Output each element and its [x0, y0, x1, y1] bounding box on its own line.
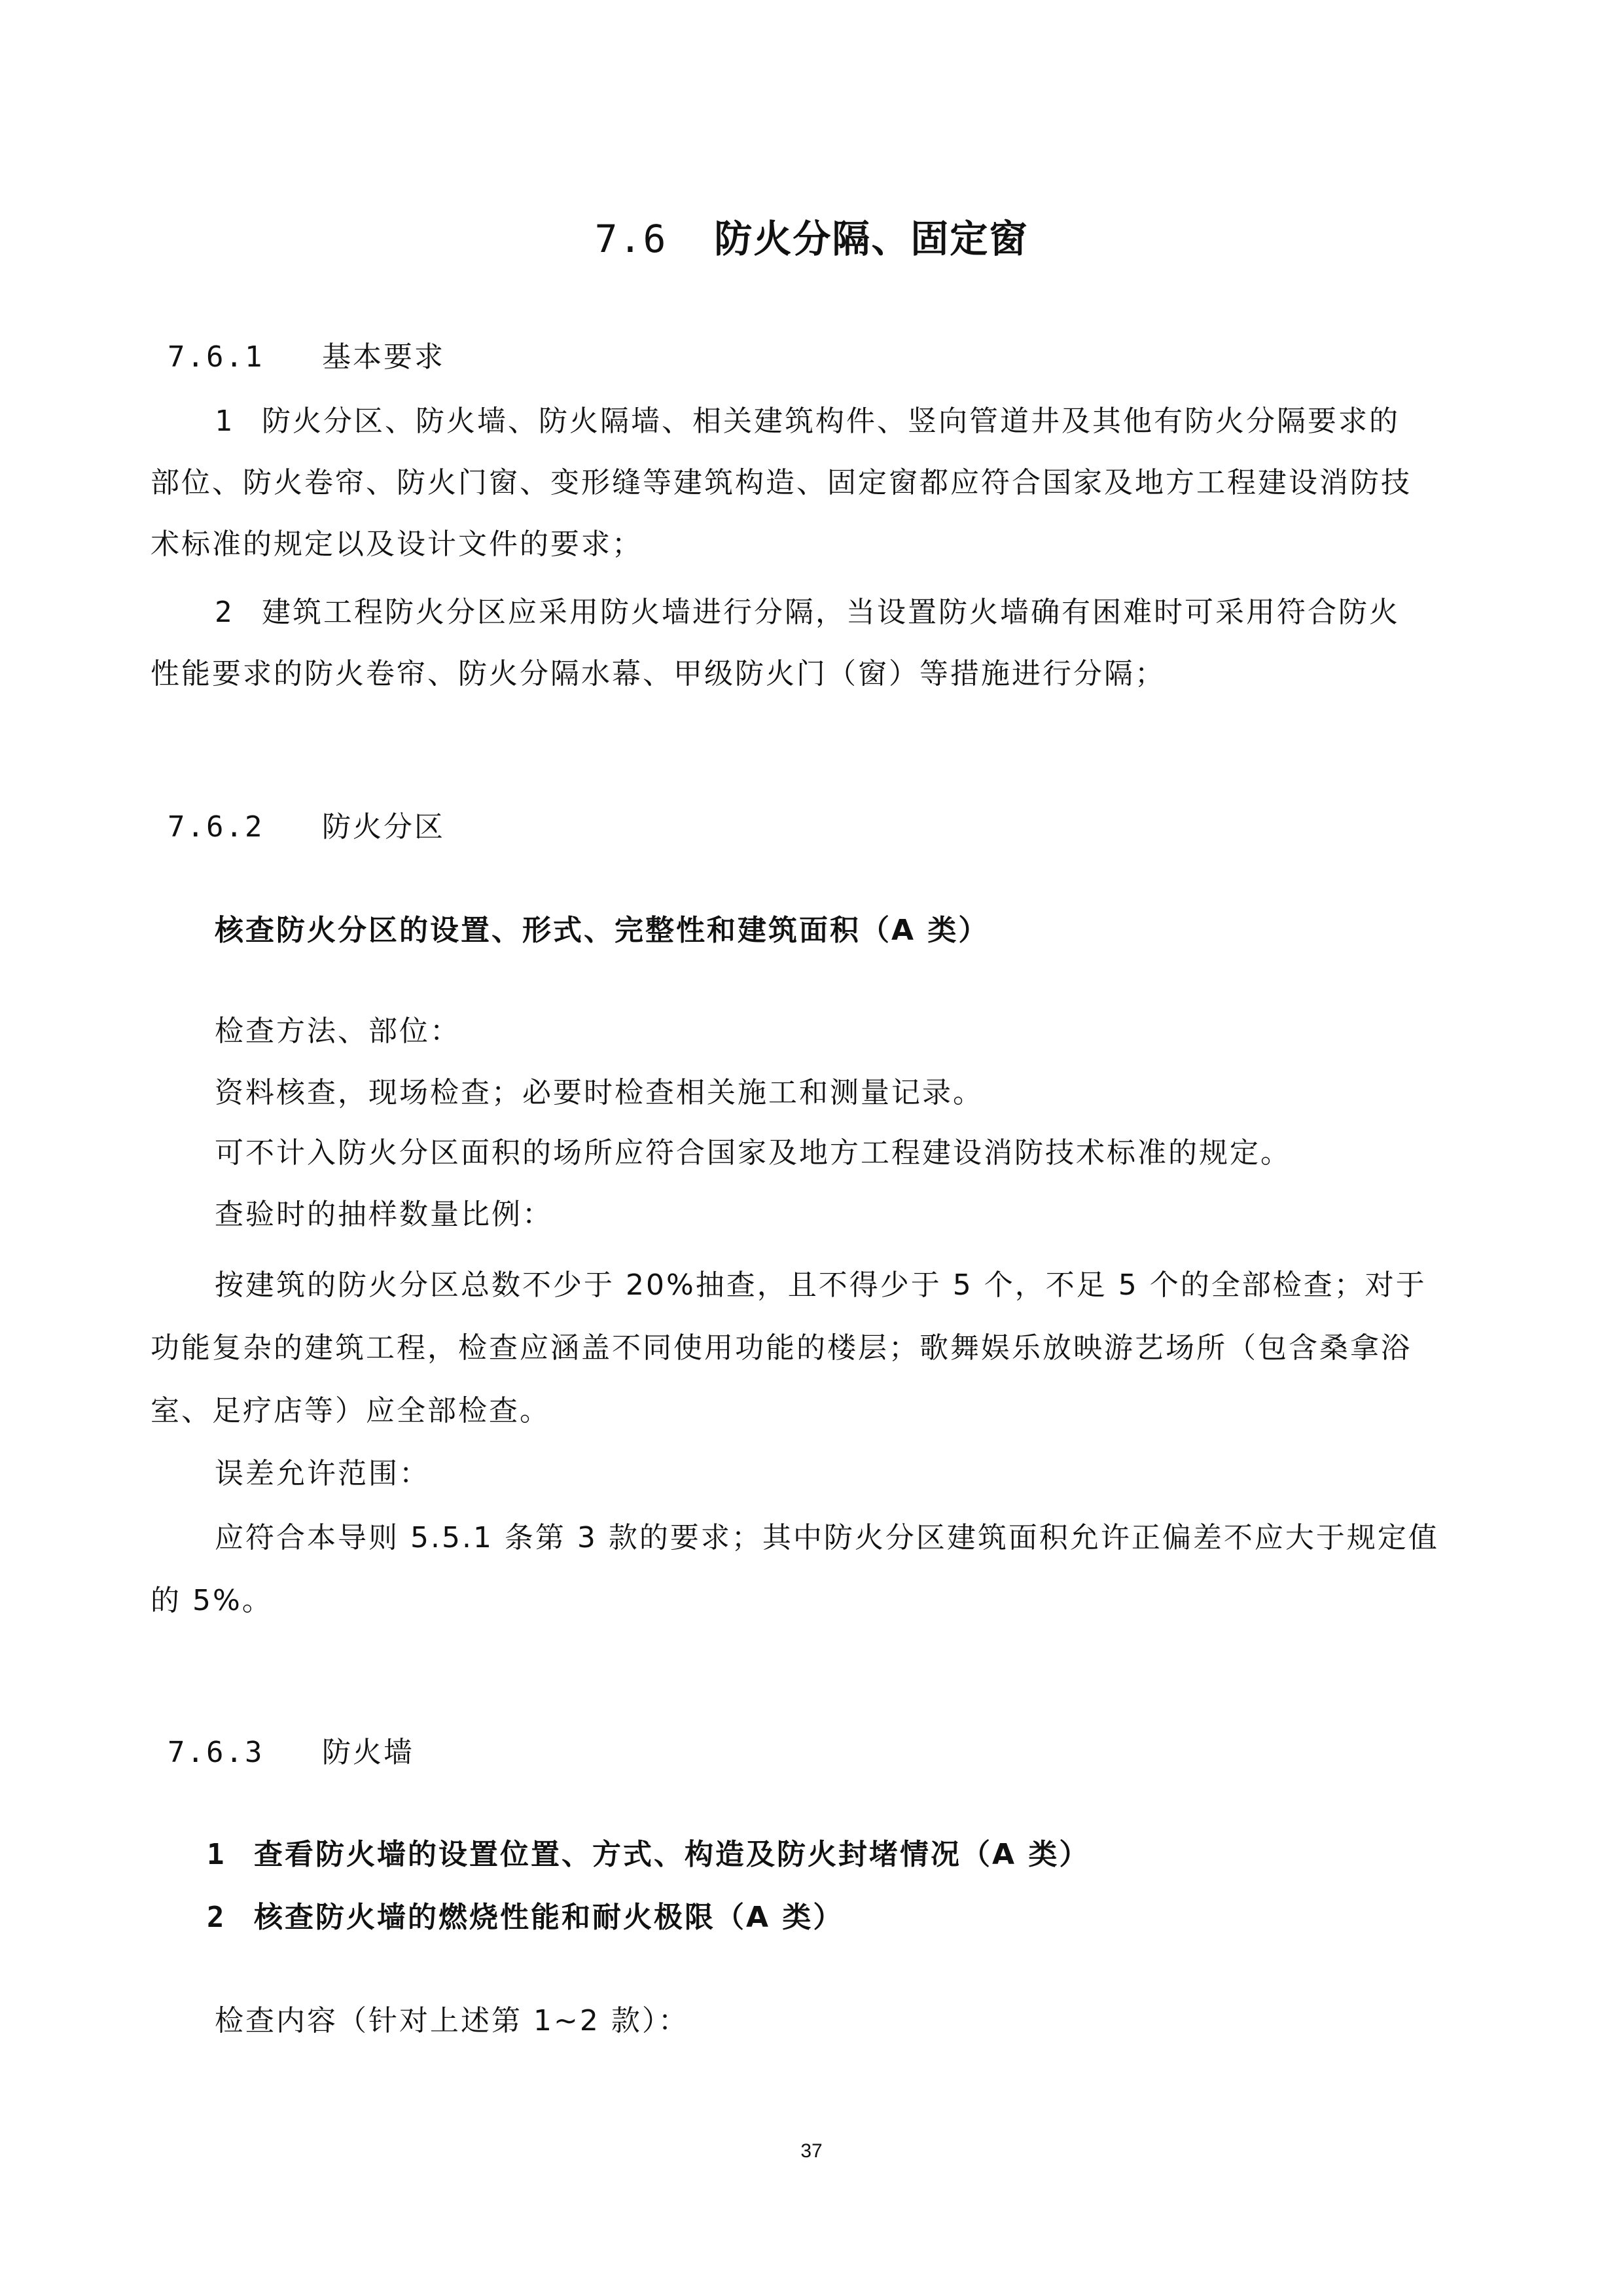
- section-number: 7.6: [594, 217, 668, 261]
- item-number: 2: [215, 596, 234, 629]
- item-number: 1: [207, 1838, 226, 1871]
- check-item-text: 查看防火墙的设置位置、方式、构造及防火封堵情况（A 类）: [254, 1838, 1090, 1871]
- paragraph-line: 部位、防火卷帘、防火门窗、变形缝等建筑构造、固定窗都应符合国家及地方工程建设消防技: [151, 466, 1412, 499]
- heading-number: 7.6.2: [168, 810, 264, 844]
- paragraph-line: [215, 593, 1400, 632]
- heading-7-6-3: [168, 1733, 414, 1772]
- method-text: 资料核查，现场检查；必要时检查相关施工和测量记录。: [215, 1076, 984, 1109]
- section-title: [0, 208, 1623, 263]
- exclusion-text: 可不计入防火分区面积的场所应符合国家及地方工程建设消防技术标准的规定。: [215, 1136, 1291, 1170]
- heading-text: 防火墙: [322, 1736, 414, 1769]
- section-title-text: 防火分隔、固定窗: [714, 217, 1029, 261]
- sampling-label: 查验时的抽样数量比例：: [215, 1198, 553, 1231]
- tolerance-text: 应符合本导则 5.5.1 条第 3 款的要求；其中防火分区建筑面积允许正偏差不应大于规定值: [215, 1521, 1439, 1554]
- paragraph-line: [215, 402, 1400, 441]
- heading-number: 7.6.3: [168, 1736, 264, 1769]
- tolerance-label: 误差允许范围：: [215, 1457, 430, 1490]
- heading-7-6-1: [168, 338, 445, 377]
- heading-text: 基本要求: [322, 340, 445, 374]
- paragraph-line: 性能要求的防火卷帘、防火分隔水幕、甲级防火门（窗）等措施进行分隔；: [151, 657, 1166, 691]
- heading-7-6-2: [168, 808, 445, 847]
- page-number: 37: [800, 2140, 823, 2162]
- paragraph-text: 建筑工程防火分区应采用防火墙进行分隔，当设置防火墙确有困难时可采用符合防火: [262, 596, 1400, 629]
- check-item-text: 核查防火墙的燃烧性能和耐火极限（A 类）: [254, 1901, 844, 1934]
- item-number: 1: [215, 404, 234, 438]
- content-label: 检查内容（针对上述第 1~2 款）：: [215, 2004, 689, 2037]
- check-item: 核查防火分区的设置、形式、完整性和建筑面积（A 类）: [215, 914, 990, 947]
- method-label: 检查方法、部位：: [215, 1014, 461, 1048]
- item-number: 2: [207, 1901, 226, 1934]
- paragraph-line: 术标准的规定以及设计文件的要求；: [151, 528, 643, 561]
- sampling-text: 按建筑的防火分区总数不少于 20%抽查，且不得少于 5 个，不足 5 个的全部检查；对于: [215, 1268, 1427, 1302]
- heading-text: 防火分区: [322, 810, 445, 844]
- heading-number: 7.6.1: [168, 340, 264, 374]
- paragraph-text: 防火分区、防火墙、防火隔墙、相关建筑构件、竖向管道井及其他有防火分隔要求的: [262, 404, 1400, 438]
- check-item: [207, 1898, 844, 1937]
- tolerance-text: 的 5%。: [151, 1584, 273, 1617]
- check-item: [207, 1835, 1090, 1874]
- sampling-text: 功能复杂的建筑工程，检查应涵盖不同使用功能的楼层；歌舞娱乐放映游艺场所（包含桑拿浴: [151, 1331, 1412, 1365]
- sampling-text: 室、足疗店等）应全部检查。: [151, 1394, 550, 1427]
